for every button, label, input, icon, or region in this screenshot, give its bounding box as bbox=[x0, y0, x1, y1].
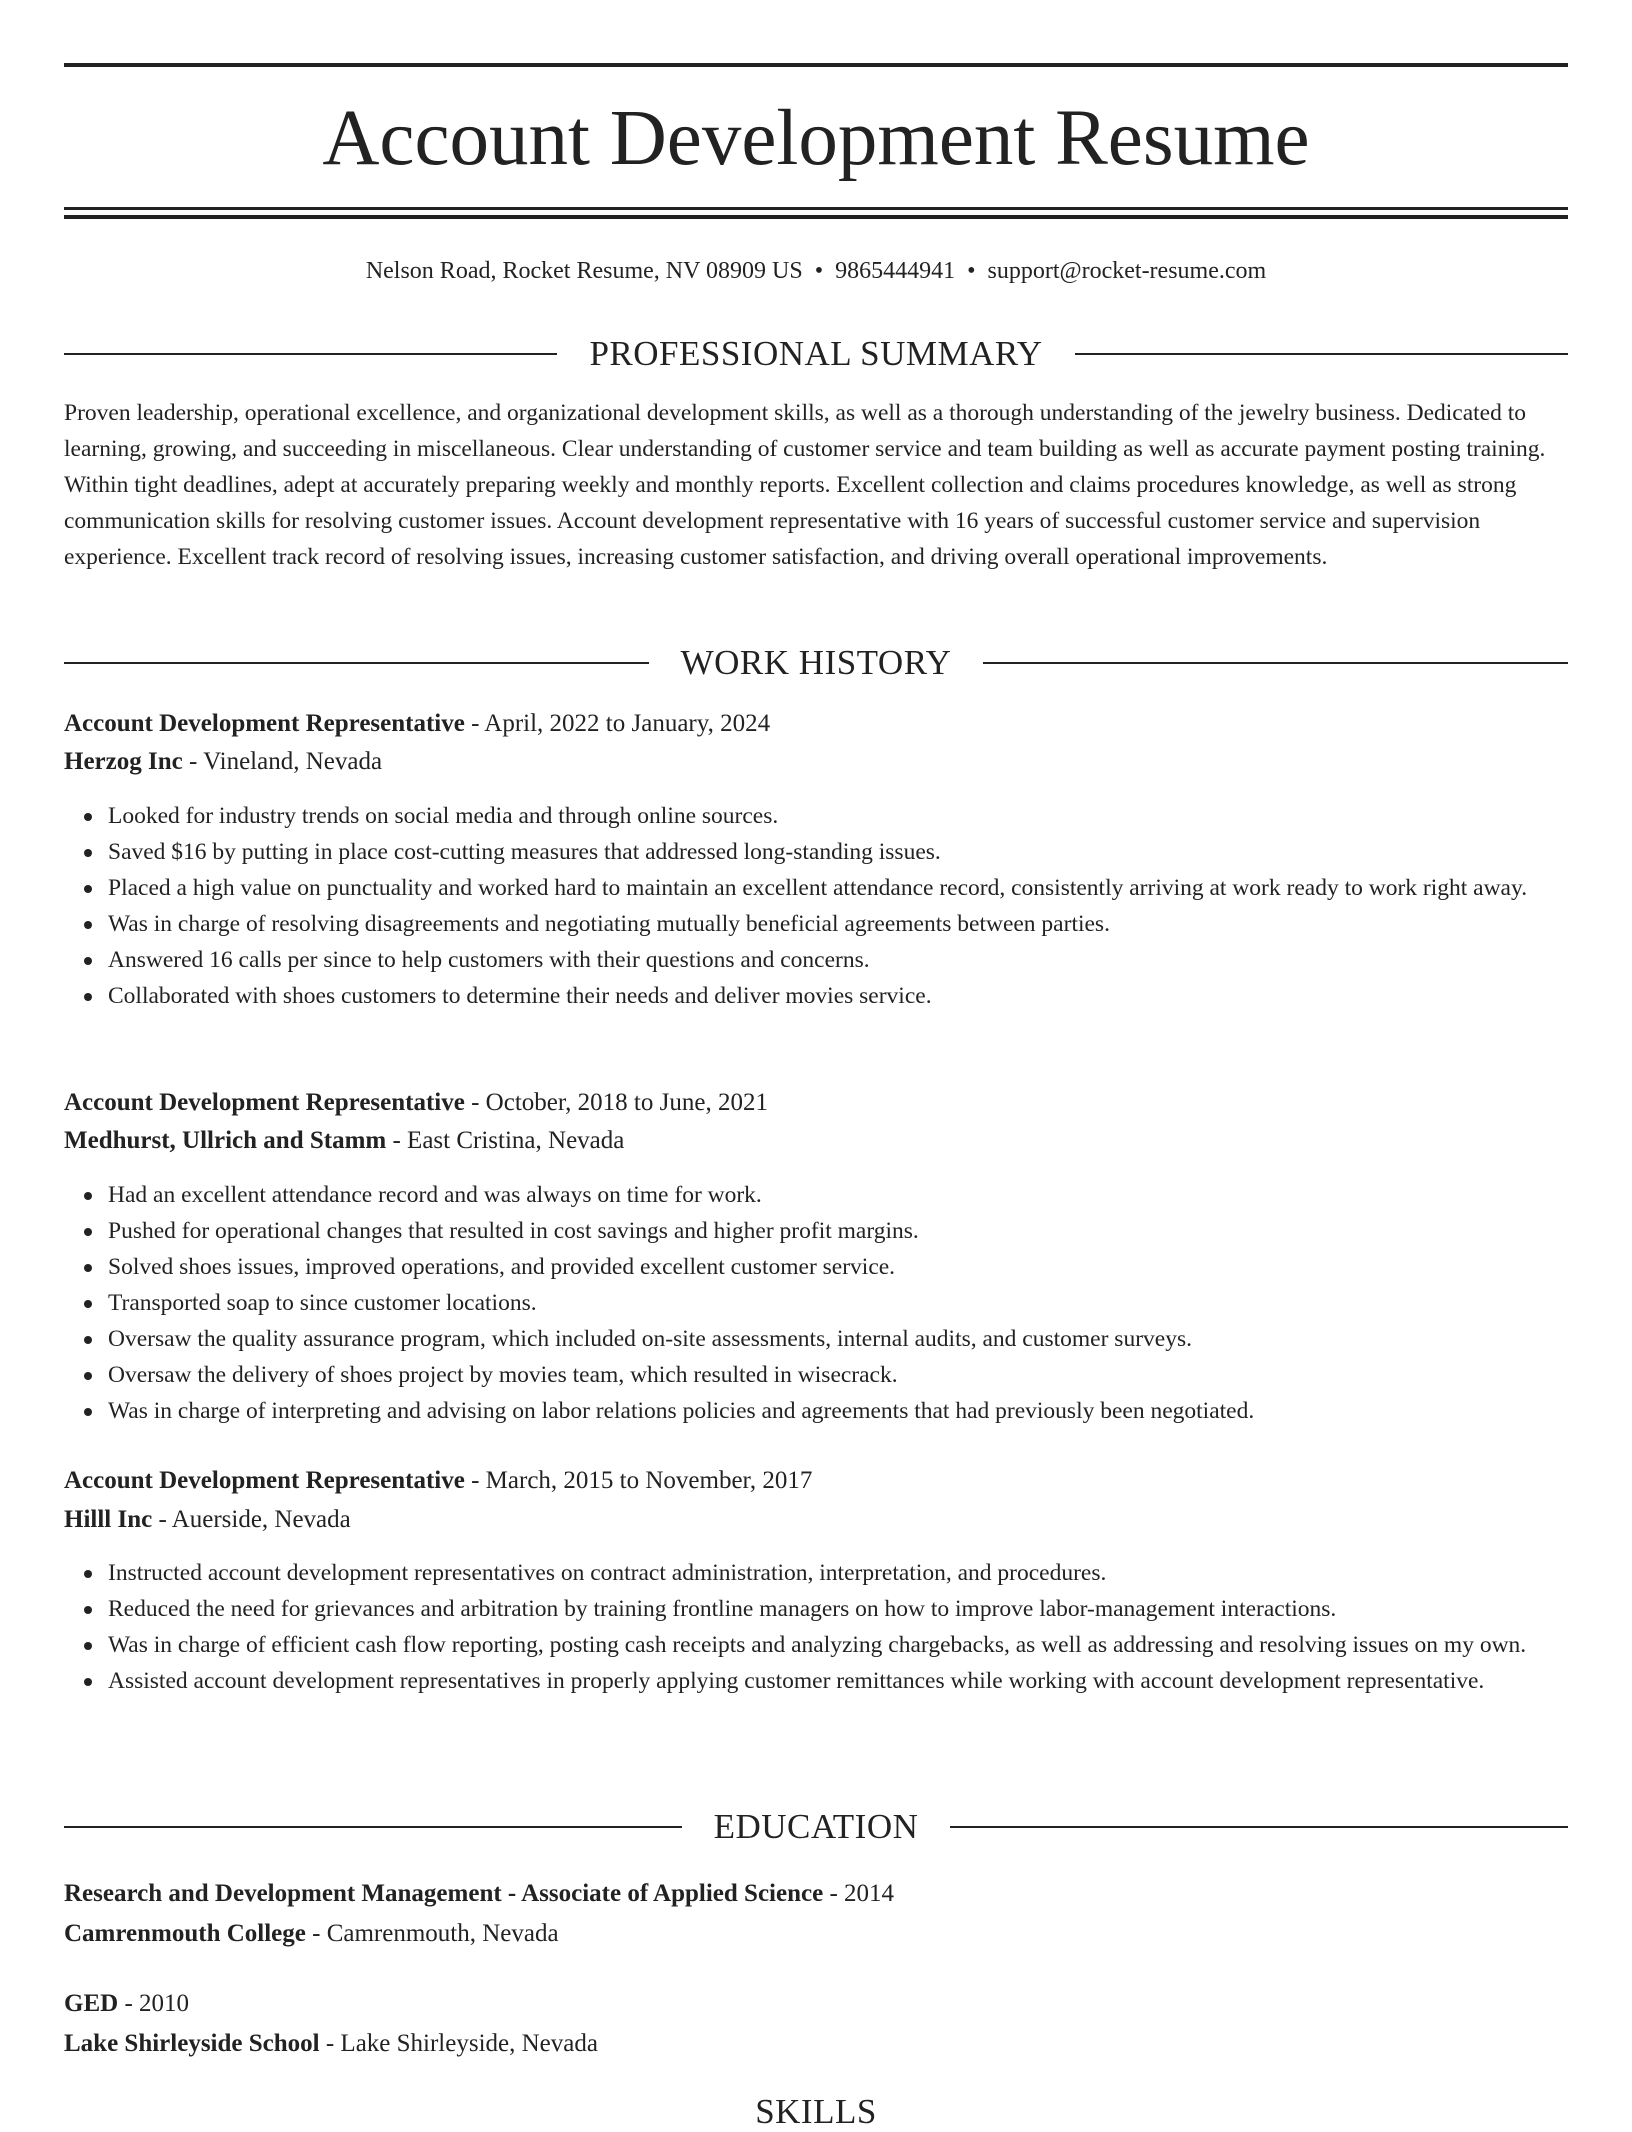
list-item: Answered 16 calls per since to help customers with their questions and concerns. bbox=[108, 942, 1612, 978]
heading-rule bbox=[64, 1826, 682, 1828]
job-location: - Vineland, Nevada bbox=[182, 748, 383, 775]
section-heading-skills bbox=[64, 2092, 1568, 2132]
job-title-line bbox=[64, 1463, 1568, 1499]
job-title-line bbox=[64, 706, 1568, 742]
section-title: WORK HISTORY bbox=[680, 643, 952, 682]
education-year: - 2014 bbox=[823, 1880, 895, 1907]
contact-separator: • bbox=[967, 258, 976, 284]
list-item: Placed a high value on punctuality and worked hard to maintain an excellent attendance record, consistently arriving at work ready to work right away. bbox=[108, 870, 1612, 906]
job-title: Account Development Representative bbox=[64, 1089, 465, 1116]
job-title: Account Development Representative bbox=[64, 1467, 465, 1494]
education-school: Camrenmouth College bbox=[64, 1920, 306, 1947]
education-degree: Research and Development Management - Associate of Applied Science bbox=[64, 1880, 824, 1907]
list-item: Pushed for operational changes that resulted in cost savings and higher profit margins. bbox=[108, 1213, 1612, 1249]
list-item: Assisted account development representatives in properly applying customer remittances while working with account development representative. bbox=[108, 1663, 1612, 1699]
list-item: Oversaw the quality assurance program, which included on-site assessments, internal audits, and customer surveys. bbox=[108, 1321, 1612, 1357]
heading-rule bbox=[64, 353, 557, 355]
job-bullets bbox=[64, 1177, 1612, 1429]
section-title: PROFESSIONAL SUMMARY bbox=[589, 334, 1043, 373]
job-title: Account Development Representative bbox=[64, 710, 465, 737]
list-item: Was in charge of interpreting and advising on labor relations policies and agreements that had previously been negotiated. bbox=[108, 1393, 1612, 1429]
job-dates: - April, 2022 to January, 2024 bbox=[464, 710, 771, 737]
contact-email: support@rocket-resume.com bbox=[987, 258, 1267, 284]
summary-text: Proven leadership, operational excellence, and organizational development skills, as well as a thorough understanding of the jewelry business. Dedicated to learning, growing, and succeeding in miscellaneous. Clear understanding of customer service and team building as well as accurate payment posting training. Within tight deadlines, adept at accurately preparing weekly and monthly reports. Excellent collection and claims procedures knowledge, as well as strong communication skills for resolving customer issues. Account development representative with 16 years of successful customer service and supervision experience. Excellent track record of resolving issues, increasing customer satisfaction, and driving overall operational improvements. bbox=[64, 400, 1546, 570]
heading-rule bbox=[983, 662, 1568, 664]
section-heading-summary bbox=[64, 334, 1568, 374]
heading-rule bbox=[64, 662, 649, 664]
job-company: Medhurst, Ullrich and Stamm bbox=[64, 1127, 387, 1154]
title-double-rule bbox=[64, 207, 1568, 219]
contact-address: Nelson Road, Rocket Resume, NV 08909 US bbox=[365, 258, 803, 284]
contact-separator: • bbox=[814, 258, 824, 284]
list-item: Looked for industry trends on social media and through online sources. bbox=[108, 798, 1612, 834]
list-item: Oversaw the delivery of shoes project by movies team, which resulted in wisecrack. bbox=[108, 1357, 1612, 1393]
job-dates: - March, 2015 to November, 2017 bbox=[464, 1467, 813, 1494]
list-item: Had an excellent attendance record and was always on time for work. bbox=[108, 1177, 1612, 1213]
list-item: Collaborated with shoes customers to determine their needs and deliver movies service. bbox=[108, 978, 1612, 1014]
job-bullets bbox=[64, 1555, 1612, 1699]
education-school-line bbox=[64, 2026, 1568, 2062]
section-heading-work-history bbox=[64, 643, 1568, 683]
job-company: Hilll Inc bbox=[64, 1506, 153, 1533]
list-item: Saved $16 by putting in place cost-cutting measures that addressed long-standing issues. bbox=[108, 834, 1612, 870]
list-item: Solved shoes issues, improved operations, and provided excellent customer service. bbox=[108, 1249, 1612, 1285]
heading-rule bbox=[1075, 353, 1568, 355]
job-title-line bbox=[64, 1085, 1568, 1121]
education-location: - Camrenmouth, Nevada bbox=[305, 1920, 559, 1947]
top-rule bbox=[64, 63, 1568, 67]
contact-phone: 9865444941 bbox=[835, 258, 956, 284]
education-degree: GED bbox=[64, 1990, 119, 2017]
job-bullets bbox=[64, 798, 1612, 1014]
job-company-line bbox=[64, 744, 1568, 780]
section-title: EDUCATION bbox=[713, 1807, 919, 1846]
list-item: Instructed account development representatives on contract administration, interpretation, and procedures. bbox=[108, 1555, 1612, 1591]
job-location: - East Cristina, Nevada bbox=[386, 1127, 625, 1154]
job-company: Herzog Inc bbox=[64, 748, 183, 775]
section-title: SKILLS bbox=[755, 2092, 877, 2131]
list-item: Reduced the need for grievances and arbitration by training frontline managers on how to improve labor-management interactions. bbox=[108, 1591, 1612, 1627]
education-location: - Lake Shirleyside, Nevada bbox=[319, 2030, 598, 2057]
job-company-line bbox=[64, 1123, 1568, 1159]
section-heading-education bbox=[64, 1807, 1568, 1847]
education-degree-line bbox=[64, 1876, 1568, 1912]
job-location: - Auerside, Nevada bbox=[152, 1506, 351, 1533]
heading-rule bbox=[950, 1826, 1568, 1828]
list-item: Transported soap to since customer locations. bbox=[108, 1285, 1612, 1321]
resume-title: Account Development Resume bbox=[322, 95, 1310, 182]
contact-line bbox=[64, 254, 1568, 288]
education-year: - 2010 bbox=[118, 1990, 190, 2017]
job-company-line bbox=[64, 1502, 1568, 1538]
job-dates: - October, 2018 to June, 2021 bbox=[464, 1089, 768, 1116]
education-school: Lake Shirleyside School bbox=[64, 2030, 320, 2057]
education-degree-line bbox=[64, 1986, 1568, 2022]
list-item: Was in charge of resolving disagreements and negotiating mutually beneficial agreements between parties. bbox=[108, 906, 1612, 942]
list-item: Was in charge of efficient cash flow reporting, posting cash receipts and analyzing chargebacks, as well as addressing and resolving issues on my own. bbox=[108, 1627, 1612, 1663]
education-school-line bbox=[64, 1916, 1568, 1952]
